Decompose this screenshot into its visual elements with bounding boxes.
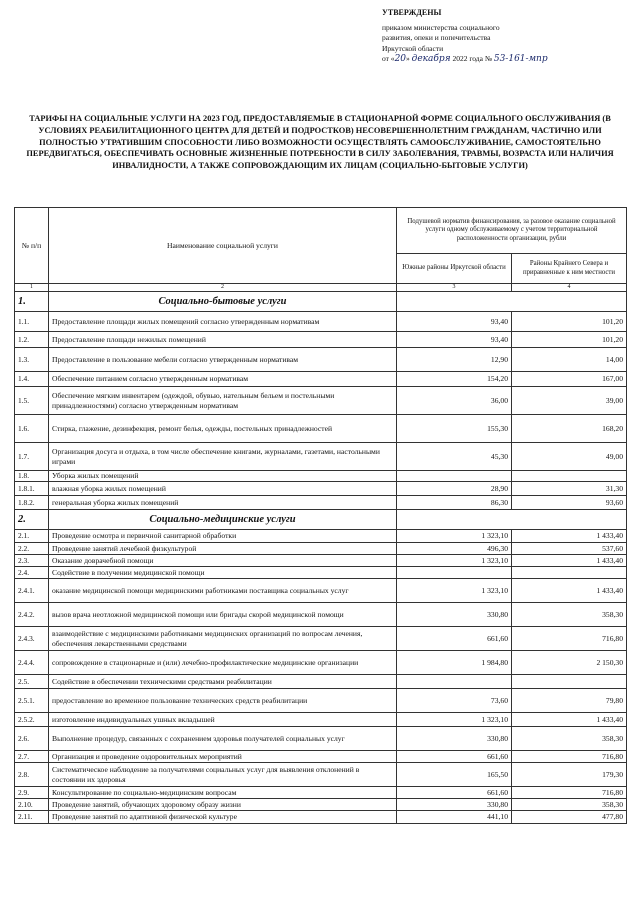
- value-north: 101,20: [512, 332, 627, 348]
- row-number: 1.: [15, 292, 49, 312]
- value-north: 93,60: [512, 496, 627, 510]
- value-north: 1 433,40: [512, 713, 627, 727]
- value-north: 167,00: [512, 372, 627, 387]
- value-south: [397, 675, 512, 689]
- row-number: 2.4.4.: [15, 651, 49, 675]
- row-number: 2.8.: [15, 763, 49, 787]
- table-row: [15, 530, 627, 543]
- value-south: 330,80: [397, 727, 512, 751]
- table-row: [15, 372, 627, 387]
- value-north: 537,60: [512, 543, 627, 555]
- row-number: 2.4.: [15, 567, 49, 579]
- row-number: 2.7.: [15, 751, 49, 763]
- date-mid: »: [406, 54, 410, 63]
- service-name: Проведение занятий, обучающих здоровому образу жизни: [49, 799, 397, 811]
- value-south: [397, 471, 512, 482]
- service-name: Содействие в обеспечении техническими средствами реабилитации: [49, 675, 397, 689]
- header-name: Наименование социальной услуги: [49, 208, 397, 284]
- section-empty-cell: [397, 510, 627, 530]
- table-row: [15, 603, 627, 627]
- service-name: Проведение занятий лечебной физкультурой: [49, 543, 397, 555]
- approval-line-3: Иркутской области: [382, 43, 444, 53]
- date-prefix: от «: [382, 54, 395, 63]
- row-number: 2.10.: [15, 799, 49, 811]
- value-south: 1 323,10: [397, 713, 512, 727]
- header-north: Районы Крайнего Севера и приравненные к ним местности: [512, 254, 627, 284]
- section-title: Социально-медицинские услуги: [49, 510, 397, 530]
- value-south: 93,40: [397, 332, 512, 348]
- value-north: [512, 567, 627, 579]
- document-title: ТАРИФЫ НА СОЦИАЛЬНЫЕ УСЛУГИ НА 2023 ГОД, ПРЕДОСТАВЛЯЕМЫЕ В СТАЦИОНАРНОЙ ФОРМЕ СОЦИАЛЬНОГО ОБСЛУЖИВАНИЯ (В УСЛОВИЯХ РЕАБИЛИТАЦИОННОГО ЦЕНТРА ДЛЯ ДЕТЕЙ И ПОДРОСТКОВ) НЕСОВЕРШЕННОЛЕТНИМ ГРАЖДАНАМ, ЧАСТИЧНО ИЛИ ПОЛНОСТЬЮ УТРАТИВШИМ СПОСОБНОСТИ ЛИБО ВОЗМОЖНОСТИ ОСУЩЕСТВЛЯТЬ САМООБСЛУЖИВАНИЕ, САМОСТОЯТЕЛЬНО ПЕРЕДВИГАТЬСЯ, ОБЕСПЕЧИВАТЬ ОСНОВНЫЕ ЖИЗНЕННЫЕ ПОТРЕБНОСТИ В СИЛУ ЗАБОЛЕВАНИЯ, ТРАВМЫ, ВОЗРАСТА ИЛИ НАЛИЧИЯ ИНВАЛИДНОСТИ, А ТАКЖЕ СОПРОВОЖДАЮЩИМ ИХ ЛИЦАМ (СОЦИАЛЬНО-БЫТОВЫЕ УСЛУГИ): [26, 114, 614, 171]
- service-name: Предоставление площади жилых помещений согласно утвержденным нормативам: [49, 312, 397, 332]
- table-row: [15, 811, 627, 824]
- value-north: 2 150,30: [512, 651, 627, 675]
- service-name: Оказание доврачебной помощи: [49, 555, 397, 567]
- row-number: 1.8.1.: [15, 482, 49, 496]
- service-name: влажная уборка жилых помещений: [49, 482, 397, 496]
- service-name: изготовление индивидуальных ушных вкладышей: [49, 713, 397, 727]
- value-south: 661,60: [397, 751, 512, 763]
- service-name: предоставление во временное пользование технических средств реабилитации: [49, 689, 397, 713]
- table-row: [15, 443, 627, 471]
- value-south: 661,60: [397, 787, 512, 799]
- value-south: 93,40: [397, 312, 512, 332]
- row-number: 2.1.: [15, 530, 49, 543]
- section-title: Социально-бытовые услуги: [49, 292, 397, 312]
- table-row: [15, 312, 627, 332]
- table-row: [15, 651, 627, 675]
- service-name: Предоставление в пользование мебели согласно утвержденным нормативам: [49, 348, 397, 372]
- table-row: [15, 713, 627, 727]
- index-cell: 2: [49, 284, 397, 292]
- value-north: [512, 471, 627, 482]
- service-name: Организация и проведение оздоровительных мероприятий: [49, 751, 397, 763]
- value-north: 179,30: [512, 763, 627, 787]
- value-south: 28,90: [397, 482, 512, 496]
- value-north: 31,30: [512, 482, 627, 496]
- row-number: 2.5.2.: [15, 713, 49, 727]
- order-number: 53-161-мпр: [493, 54, 548, 64]
- value-south: 1 323,10: [397, 555, 512, 567]
- table-row: [15, 332, 627, 348]
- row-number: 1.6.: [15, 415, 49, 443]
- row-number: 2.4.2.: [15, 603, 49, 627]
- service-name: оказание медицинской помощи медицинскими работниками поставщика социальных услуг: [49, 579, 397, 603]
- value-south: 165,50: [397, 763, 512, 787]
- value-north: 477,80: [512, 811, 627, 824]
- value-north: 14,00: [512, 348, 627, 372]
- value-north: 358,30: [512, 799, 627, 811]
- value-north: 39,00: [512, 387, 627, 415]
- service-name: Стирка, глажение, дезинфекция, ремонт белья, одежды, постельных принадлежностей: [49, 415, 397, 443]
- table-row: [15, 727, 627, 751]
- service-name: Уборка жилых помещений: [49, 471, 397, 482]
- value-north: 716,80: [512, 787, 627, 799]
- value-north: 716,80: [512, 751, 627, 763]
- value-south: 155,30: [397, 415, 512, 443]
- table-row: [15, 579, 627, 603]
- value-south: 496,30: [397, 543, 512, 555]
- index-cell: 3: [397, 284, 512, 292]
- value-north: 358,30: [512, 727, 627, 751]
- tariff-table: [14, 207, 627, 824]
- service-name: взаимодействие с медицинскими работниками медицинских организаций по вопросам лечения, обеспечения лекарственными средствами: [49, 627, 397, 651]
- row-number: 2.4.1.: [15, 579, 49, 603]
- service-name: Выполнение процедур, связанных с сохранением здоровья получателей социальных услуг: [49, 727, 397, 751]
- header-num: № п/п: [15, 208, 49, 284]
- table-row: [15, 482, 627, 496]
- service-name: Содействие в получении медицинской помощи: [49, 567, 397, 579]
- row-number: 1.2.: [15, 332, 49, 348]
- row-number: 1.7.: [15, 443, 49, 471]
- row-number: 1.5.: [15, 387, 49, 415]
- section-row: [15, 510, 627, 530]
- service-name: генеральная уборка жилых помещений: [49, 496, 397, 510]
- row-number: 2.5.: [15, 675, 49, 689]
- service-name: сопровождение в стационарные и (или) лечебно-профилактические медицинские организации: [49, 651, 397, 675]
- row-number: 1.8.: [15, 471, 49, 482]
- service-name: Обеспечение мягким инвентарем (одеждой, обувью, нательным бельем и постельными принадлежностями) согласно утвержденным нормативам: [49, 387, 397, 415]
- value-north: 1 433,40: [512, 530, 627, 543]
- value-north: 1 433,40: [512, 579, 627, 603]
- value-south: 1 984,80: [397, 651, 512, 675]
- index-cell: 1: [15, 284, 49, 292]
- value-south: 1 323,10: [397, 530, 512, 543]
- value-south: 36,00: [397, 387, 512, 415]
- row-number: 2.9.: [15, 787, 49, 799]
- row-number: 2.4.3.: [15, 627, 49, 651]
- table-row: [15, 751, 627, 763]
- approval-line-1: приказом министерства социального: [382, 22, 500, 32]
- service-name: вызов врача неотложной медицинской помощи или бригады скорой медицинской помощи: [49, 603, 397, 627]
- row-number: 1.1.: [15, 312, 49, 332]
- date-day: 20: [394, 54, 407, 64]
- approval-heading: УТВЕРЖДЕНЫ: [382, 8, 442, 17]
- value-south: 330,80: [397, 603, 512, 627]
- service-name: Консультирование по социально-медицинским вопросам: [49, 787, 397, 799]
- table-row: [15, 763, 627, 787]
- row-number: 2.11.: [15, 811, 49, 824]
- row-number: 2.2.: [15, 543, 49, 555]
- value-north: 1 433,40: [512, 555, 627, 567]
- table-row: [15, 799, 627, 811]
- service-name: Организация досуга и отдыха, в том числе обеспечение книгами, журналами, газетами, настольными играми: [49, 443, 397, 471]
- table-row: [15, 787, 627, 799]
- row-number: 2.5.1.: [15, 689, 49, 713]
- row-number: 1.4.: [15, 372, 49, 387]
- value-north: 168,20: [512, 415, 627, 443]
- service-name: Проведение занятий по адаптивной физической культуре: [49, 811, 397, 824]
- value-south: 12,90: [397, 348, 512, 372]
- row-number: 1.3.: [15, 348, 49, 372]
- service-name: Систематическое наблюдение за получателями социальных услуг для выявления отклонений в состоянии их здоровья: [49, 763, 397, 787]
- value-north: 716,80: [512, 627, 627, 651]
- service-name: Предоставление площади нежилых помещений: [49, 332, 397, 348]
- table-row: [15, 348, 627, 372]
- table-row: [15, 675, 627, 689]
- value-south: 154,20: [397, 372, 512, 387]
- index-cell: 4: [512, 284, 627, 292]
- row-number: 2.6.: [15, 727, 49, 751]
- value-south: 45,30: [397, 443, 512, 471]
- table-row: [15, 387, 627, 415]
- table-row: [15, 415, 627, 443]
- row-number: 2.3.: [15, 555, 49, 567]
- table-row: [15, 689, 627, 713]
- approval-stamp: [382, 8, 632, 65]
- value-south: [397, 567, 512, 579]
- header-norm-group: Подушевой норматив финансирования, за разовое оказание социальной услуги одному обслуживаемому с учетом территориальной расположенности организации, рубли: [397, 208, 627, 254]
- value-north: 101,20: [512, 312, 627, 332]
- row-number: 1.8.2.: [15, 496, 49, 510]
- table-row: [15, 627, 627, 651]
- value-south: 330,80: [397, 799, 512, 811]
- value-south: 441,10: [397, 811, 512, 824]
- approval-line-2: развития, опеки и попечительства: [382, 33, 491, 42]
- date-month: декабря: [411, 54, 451, 64]
- value-north: 49,00: [512, 443, 627, 471]
- row-number: 2.: [15, 510, 49, 530]
- table-row: [15, 496, 627, 510]
- value-south: 86,30: [397, 496, 512, 510]
- table-row: [15, 471, 627, 482]
- service-name: Проведение осмотра и первичной санитарной обработки: [49, 530, 397, 543]
- value-south: 73,60: [397, 689, 512, 713]
- section-row: [15, 292, 627, 312]
- header-south: Южные районы Иркутской области: [397, 254, 512, 284]
- date-year: 2022 года №: [452, 54, 492, 63]
- section-empty-cell: [397, 292, 627, 312]
- value-north: [512, 675, 627, 689]
- service-name: Обеспечение питанием согласно утвержденным нормативам: [49, 372, 397, 387]
- table-row: [15, 555, 627, 567]
- value-south: 1 323,10: [397, 579, 512, 603]
- value-south: 661,60: [397, 627, 512, 651]
- value-north: 358,30: [512, 603, 627, 627]
- value-north: 79,80: [512, 689, 627, 713]
- approval-date-line: [382, 54, 632, 65]
- table-row: [15, 567, 627, 579]
- table-row: [15, 543, 627, 555]
